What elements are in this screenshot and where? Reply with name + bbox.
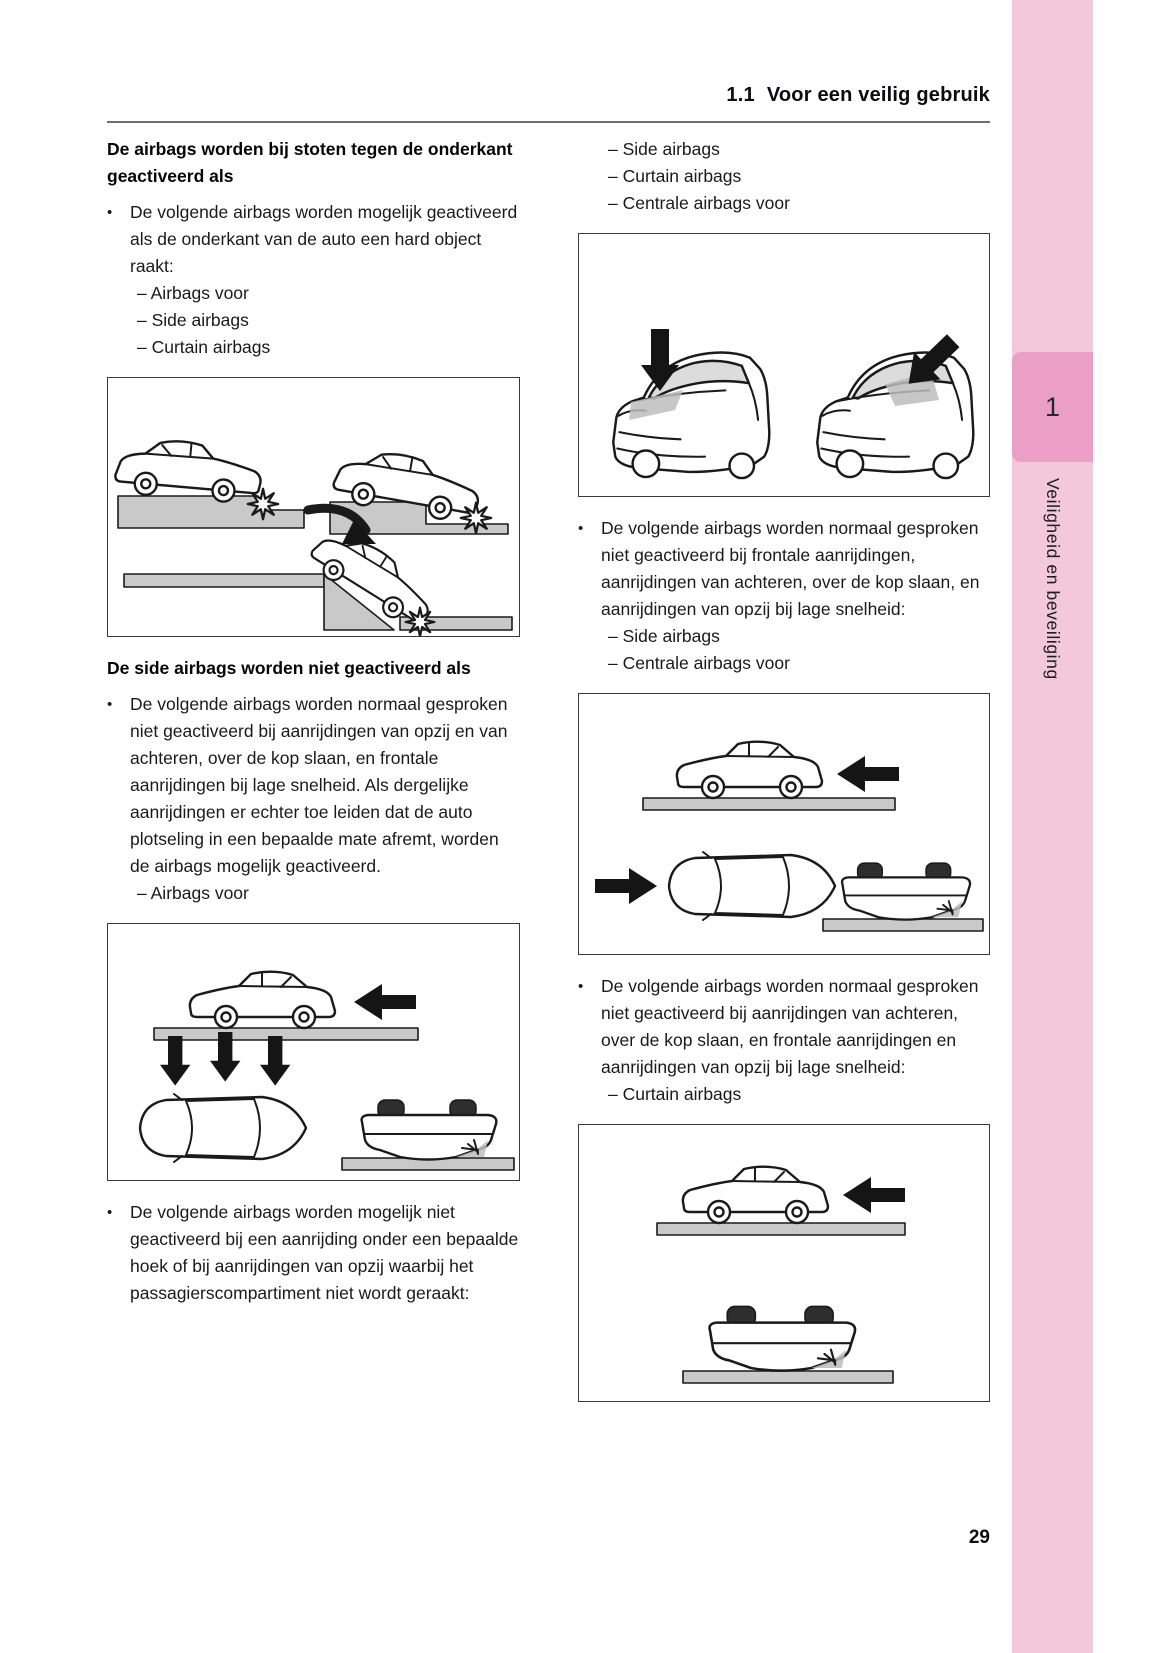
- ground-shape: [643, 798, 895, 810]
- section-number: 1.1: [726, 84, 755, 106]
- sub-list-item: – Curtain airbags: [608, 1084, 742, 1104]
- car-side-icon: [114, 436, 263, 505]
- chapter-strip: [1012, 0, 1093, 1653]
- bullet-item: [107, 199, 520, 280]
- impact-arrow-icon: [837, 756, 899, 792]
- illustration-hood-impacts: [578, 233, 990, 497]
- ground-shape: [683, 1371, 893, 1383]
- front-car-icon: [817, 353, 973, 479]
- sub-list-item: – Side airbags: [137, 310, 249, 330]
- ground-shape: [154, 1028, 418, 1040]
- rear-impact-rollover-drawing: [579, 1125, 989, 1401]
- header-rule: [107, 121, 990, 123]
- chapter-number: 1: [1044, 391, 1061, 422]
- bullet-item: [578, 973, 990, 1081]
- ground-shape: [657, 1223, 905, 1235]
- bullet-marker: •: [107, 1204, 113, 1221]
- car-side-icon: [677, 742, 822, 798]
- sub-list-item: – Side airbags: [608, 626, 720, 646]
- ground-shape: [823, 919, 983, 931]
- page-number: 29: [968, 1527, 990, 1548]
- sub-list-item: – Curtain airbags: [608, 166, 742, 186]
- bullet-item: [578, 515, 990, 623]
- car-side-icon: [190, 972, 335, 1028]
- bullet-text: De volgende airbags worden mogelijk niet geactiveerd bij een aanrijding onder een bepaalde hoek of bij aanrijdingen van opzij waarbij het passagierscompartiment niet wordt geraakt:: [130, 1202, 519, 1303]
- ground-shape: [124, 574, 324, 587]
- car-side-icon: [683, 1167, 828, 1223]
- left-column: [107, 136, 520, 1307]
- rolled-over-car-icon: [362, 1100, 497, 1160]
- heading-side-airbags-not-activated: De side airbags worden niet geactiveerd als: [107, 658, 471, 678]
- illustration-rear-impact-rollover: [578, 1124, 990, 1402]
- sub-list-item: – Centrale airbags voor: [608, 653, 790, 673]
- rolled-over-car-icon: [710, 1306, 856, 1370]
- impact-star-icon: [461, 503, 491, 533]
- section-title: Voor een veilig gebruik: [766, 84, 990, 106]
- frontal-side-rollover-drawing: [579, 694, 989, 954]
- bullet-item: [107, 1199, 520, 1307]
- bullet-text: De volgende airbags worden normaal gesproken niet geactiveerd bij frontale aanrijdingen, aanrijdingen van achteren, over de kop slaan, en aanrijdingen van opzij bij lage snelheid:: [601, 518, 980, 619]
- rolled-over-car-icon: [842, 863, 970, 920]
- impact-arrow-icon: [595, 868, 657, 904]
- right-column: [578, 136, 990, 1420]
- bullet-text: De volgende airbags worden normaal gesproken niet geactiveerd bij aanrijdingen van achteren, over de kop slaan, en frontale aanrijdingen en aanrijdingen van opzij bij lage snelheid:: [601, 976, 979, 1077]
- bullet-marker: •: [107, 696, 113, 713]
- heading-underside-activation: De airbags worden bij stoten tegen de onderkant geactiveerd als: [107, 139, 513, 186]
- rear-side-rollover-drawing: [108, 924, 519, 1180]
- bullet-text: De volgende airbags worden normaal gesproken niet geactiveerd bij aanrijdingen van opzij en van achteren, over de kop slaan, en frontale aanrijdingen bij lage snelheid. Als dergelijke aanrijdingen er echter toe leiden dat de auto plotseling in een bepaalde mate afremt, worden de airbags mogelijk geactiveerd.: [130, 694, 508, 876]
- sub-list-item: – Side airbags: [608, 139, 720, 159]
- underside-impacts-drawing: [108, 378, 519, 636]
- illustration-underside-impacts: [107, 377, 520, 637]
- chapter-number-tab: [1012, 352, 1093, 462]
- chapter-title-text: Veiligheid en beveiliging: [1043, 478, 1063, 680]
- impact-arrow-icon: [260, 1036, 290, 1086]
- bullet-marker: •: [578, 520, 584, 537]
- impact-arrow-icon: [160, 1036, 190, 1086]
- sub-list-item: – Airbags voor: [137, 283, 249, 303]
- sub-list-item: – Curtain airbags: [137, 337, 271, 357]
- illustration-rear-side-rollover: [107, 923, 520, 1181]
- bullet-item: [107, 691, 520, 880]
- section-header: [107, 84, 990, 107]
- sub-list-item: – Centrale airbags voor: [608, 193, 790, 213]
- top-view-car-icon: [669, 852, 835, 920]
- ground-shape: [118, 496, 304, 528]
- impact-star-icon: [406, 608, 435, 636]
- bullet-text: De volgende airbags worden mogelijk geactiveerd als de onderkant van de auto een hard object raakt:: [130, 202, 518, 276]
- impact-arrow-icon: [843, 1177, 905, 1213]
- chapter-title-vertical: [1012, 478, 1093, 680]
- impact-star-icon: [248, 489, 278, 519]
- impact-arrow-icon: [354, 984, 416, 1020]
- top-view-car-icon: [140, 1094, 306, 1162]
- bullet-marker: •: [107, 204, 113, 221]
- illustration-frontal-side-rollover-topview: [578, 693, 990, 955]
- bullet-marker: •: [578, 978, 584, 995]
- hood-impacts-drawing: [579, 234, 989, 496]
- sub-list-item: – Airbags voor: [137, 883, 249, 903]
